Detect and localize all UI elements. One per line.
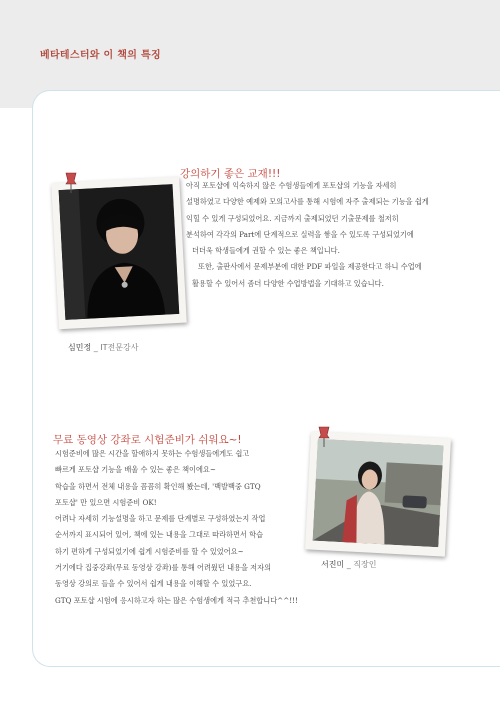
reviewer-name: 심민정 [68, 343, 92, 352]
review-line: 시험준비에 많은 시간을 할애하지 못하는 수험생들에게도 쉽고 [55, 449, 250, 458]
review-line: 더더욱 학생들에게 권할 수 있는 좋은 책입니다. [192, 246, 340, 256]
review-title-1: 강의하기 좋은 교재!!! [180, 168, 281, 180]
review-line: 활용할 수 있어서 좀더 다양한 수업방법을 기대하고 있습니다. [192, 278, 384, 288]
review-line: 포토샵' 만 있으면 시험준비 OK! [55, 497, 157, 507]
review-line: 또한, 출판사에서 문제부분에 대한 PDF 파일을 제공한다고 하니 수업에 [198, 262, 422, 272]
reviewer-caption-2: 서진미 _ 직장인 [321, 560, 377, 569]
review-line: 빠르게 포토샵 기능을 배울 수 있는 좋은 책이에요~ [55, 465, 216, 475]
review-text-2 [55, 446, 298, 609]
reviewer-role: 직장인 [353, 560, 377, 569]
review-line: 분석하여 각각의 Part에 단계적으로 실력을 쌓을 수 있도록 구성되었기에 [186, 229, 414, 239]
review-line: 순서까지 표시되어 있어, 책에 있는 내용을 그대로 따라하면서 학습 [55, 530, 264, 540]
reviewer-caption-1: 심민정 _ IT전문강사 [68, 343, 139, 352]
page-header-title: 베타테스터와 이 책의 특징 [40, 50, 161, 61]
review-line: 거기에다 집중강좌(무료 동영상 강좌)를 통해 어려웠던 내용을 저자의 [55, 563, 272, 573]
review-title-2: 무료 동영상 강좌로 시험준비가 쉬워요~! [53, 434, 242, 446]
reviewer-photo-2-image [312, 439, 443, 547]
review-line: 설명하였고 다양한 예제와 모의고사를 통해 시험에 자주 출제되는 기능을 쉽게 [186, 197, 429, 207]
review-line: 익힐 수 있게 구성되었어요. 지금까지 출제되었던 기출문제를 철저히 [186, 213, 399, 223]
reviewer-photo-1-image [59, 184, 180, 320]
review-line: 동영상 강의로 들을 수 있어서 쉽게 내용을 이해할 수 있었구요. [55, 579, 252, 589]
pin-icon [63, 172, 79, 194]
review-text-1 [186, 178, 429, 292]
reviewer-photo-2 [305, 431, 451, 556]
reviewer-photo-1 [51, 177, 186, 329]
review-line: 아직 포토샵에 익숙하지 않은 수험생들에게 포토샵의 기능을 자세히 [186, 181, 397, 190]
review-line: GTQ 포토샵 시험에 응시하고자 하는 많은 수험생에게 적극 추천합니다^^!!! [55, 595, 298, 605]
pin-icon [316, 426, 332, 448]
review-line: 어려나 자세히 기능설명을 하고 문제를 단계별로 구성하였는지 작업 [55, 514, 266, 524]
reviewer-role: IT전문강사 [100, 343, 139, 352]
reviewer-name: 서진미 [321, 560, 345, 569]
review-line: 학습을 하면서 전체 내용을 꼼꼼히 확인해 봤는데, '백발백중 GTQ [55, 481, 261, 491]
review-line: 하기 편하게 구성되었기에 쉽게 시험준비를 할 수 있었어요~ [55, 546, 244, 556]
